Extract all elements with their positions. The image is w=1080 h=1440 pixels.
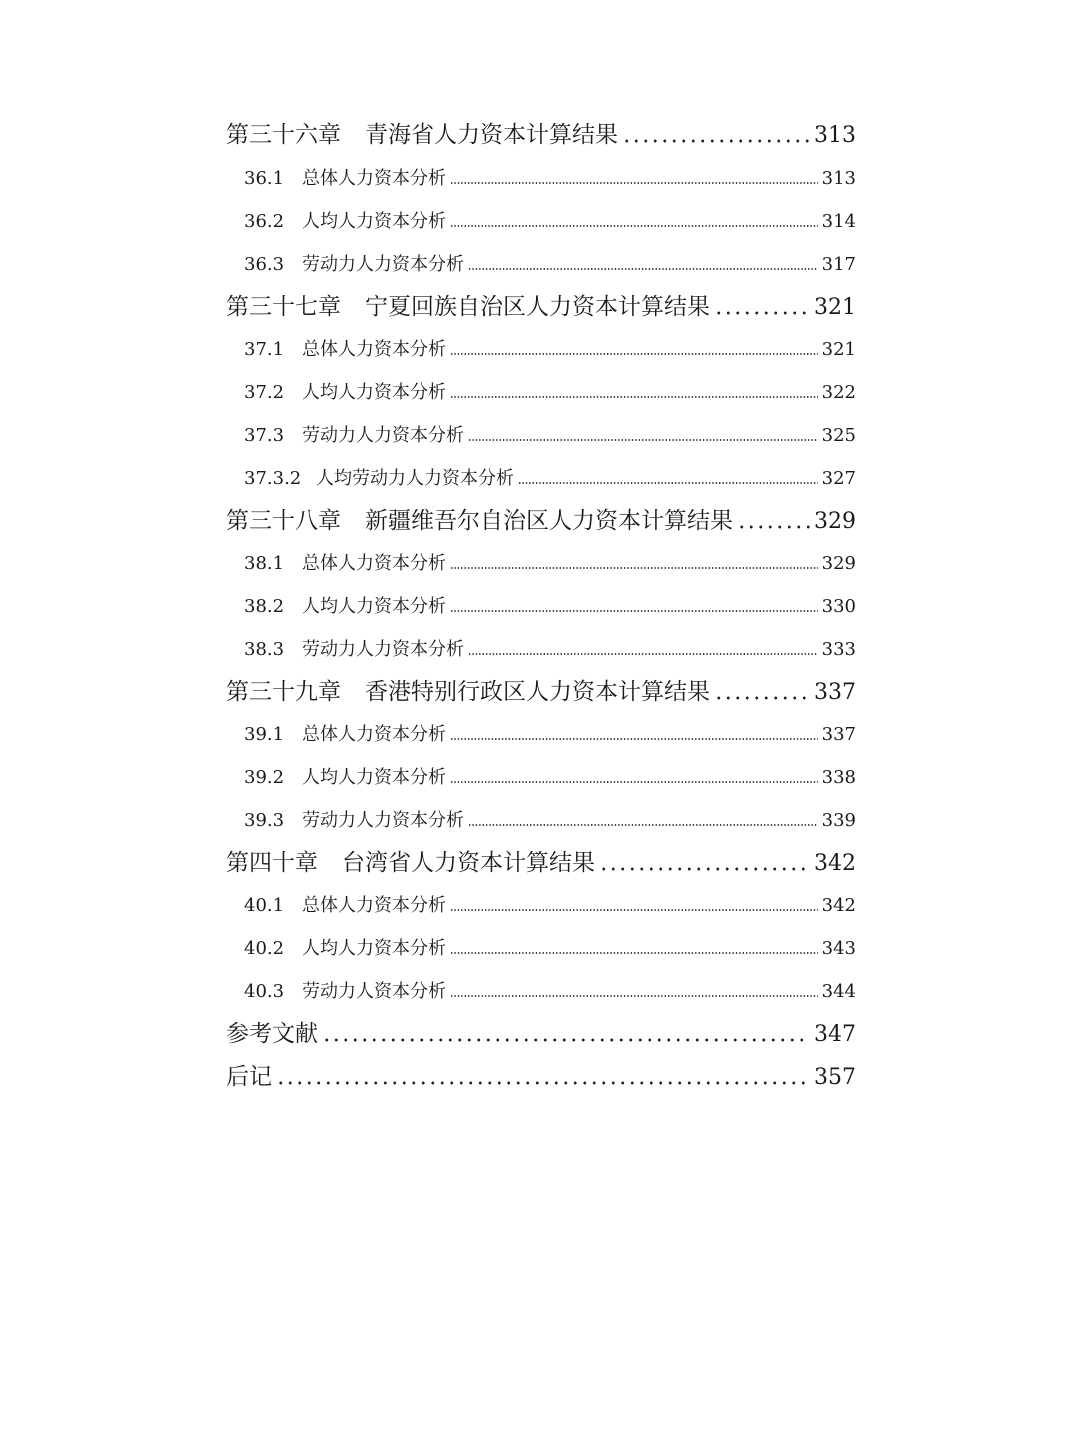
toc-afterword[interactable] xyxy=(226,1058,856,1091)
dot-leader xyxy=(468,438,818,442)
page-number: 317 xyxy=(821,254,856,275)
chapter-title: 参考文献 xyxy=(226,1021,318,1047)
section-title: 劳动力人力资本分析 xyxy=(302,254,464,275)
page-number: 337 xyxy=(821,724,856,745)
section-title: 人均人力资本分析 xyxy=(302,938,446,959)
toc-references[interactable] xyxy=(226,1015,856,1048)
chapter-title: 香港特别行政区人力资本计算结果 xyxy=(365,679,710,705)
section-number: 39.2 xyxy=(244,767,285,788)
section-number: 36.3 xyxy=(244,254,285,275)
page-number: 344 xyxy=(821,981,856,1002)
toc-section-37-1[interactable] xyxy=(244,335,856,361)
toc-chapter-39[interactable] xyxy=(226,673,856,706)
page-number: 313 xyxy=(814,123,856,148)
toc-chapter-40[interactable] xyxy=(226,844,856,877)
toc-section-38-1[interactable] xyxy=(244,549,856,575)
section-number: 38.1 xyxy=(244,553,285,574)
section-number: 40.3 xyxy=(244,981,285,1002)
toc-section-37-2[interactable] xyxy=(244,378,856,404)
section-number: 40.1 xyxy=(244,895,285,916)
dot-leader xyxy=(622,137,810,145)
dot-leader xyxy=(450,951,818,955)
dot-leader xyxy=(450,780,818,784)
chapter-title: 台湾省人力资本计算结果 xyxy=(342,850,595,876)
page-number: 329 xyxy=(821,553,856,574)
section-number: 37.1 xyxy=(244,339,285,360)
page-number: 321 xyxy=(821,339,856,360)
section-title: 人均人力资本分析 xyxy=(302,382,446,403)
dot-leader xyxy=(450,352,818,356)
dot-leader xyxy=(276,1079,810,1087)
section-title: 总体人力资本分析 xyxy=(302,339,446,360)
dot-leader xyxy=(518,481,818,485)
chapter-title: 新疆维吾尔自治区人力资本计算结果 xyxy=(365,508,733,534)
dot-leader xyxy=(450,908,818,912)
page-number: 338 xyxy=(821,767,856,788)
dot-leader xyxy=(468,267,818,271)
dot-leader xyxy=(450,395,818,399)
page-number: 333 xyxy=(821,639,856,660)
toc-section-36-2[interactable] xyxy=(244,207,856,233)
toc-subsection-37-3-2[interactable] xyxy=(244,464,856,490)
page-number: 343 xyxy=(821,938,856,959)
page-number: 322 xyxy=(821,382,856,403)
dot-leader xyxy=(450,566,818,570)
dot-leader xyxy=(450,224,818,228)
page-number: 342 xyxy=(821,895,856,916)
toc-chapter-36[interactable] xyxy=(226,116,856,149)
page-number: 327 xyxy=(821,468,856,489)
page-number: 314 xyxy=(821,211,856,232)
toc-section-39-3[interactable] xyxy=(244,806,856,832)
chapter-number: 第四十章 xyxy=(226,850,318,876)
section-number: 40.2 xyxy=(244,938,285,959)
dot-leader xyxy=(737,523,810,531)
section-number: 39.1 xyxy=(244,724,285,745)
toc-chapter-37[interactable] xyxy=(226,288,856,321)
page-number: 337 xyxy=(814,680,856,705)
toc-section-40-2[interactable] xyxy=(244,934,856,960)
toc-section-40-3[interactable] xyxy=(244,977,856,1003)
page-number: 329 xyxy=(814,509,856,534)
section-title: 人均人力资本分析 xyxy=(302,596,446,617)
section-title: 总体人力资本分析 xyxy=(302,724,446,745)
chapter-number: 第三十九章 xyxy=(226,679,341,705)
section-number: 37.2 xyxy=(244,382,285,403)
page-number: 357 xyxy=(814,1065,856,1090)
section-title: 人均人力资本分析 xyxy=(302,211,446,232)
page-number: 330 xyxy=(821,596,856,617)
section-number: 38.2 xyxy=(244,596,285,617)
chapter-number: 第三十六章 xyxy=(226,122,341,148)
toc-section-40-1[interactable] xyxy=(244,891,856,917)
dot-leader xyxy=(450,994,818,998)
dot-leader xyxy=(468,823,818,827)
chapter-title: 青海省人力资本计算结果 xyxy=(365,122,618,148)
dot-leader xyxy=(322,1036,810,1044)
toc-section-38-3[interactable] xyxy=(244,635,856,661)
page-number: 313 xyxy=(821,168,856,189)
toc-section-39-2[interactable] xyxy=(244,763,856,789)
section-title: 总体人力资本分析 xyxy=(302,553,446,574)
section-title: 劳动力人力资本分析 xyxy=(302,810,464,831)
section-title: 劳动力人资本分析 xyxy=(302,981,446,1002)
dot-leader xyxy=(450,609,818,613)
page-number: 325 xyxy=(821,425,856,446)
page-number: 342 xyxy=(814,851,856,876)
toc-section-37-3[interactable] xyxy=(244,421,856,447)
toc-section-36-1[interactable] xyxy=(244,164,856,190)
dot-leader xyxy=(599,865,810,873)
table-of-contents xyxy=(226,0,856,1440)
chapter-number: 第三十七章 xyxy=(226,294,341,320)
dot-leader xyxy=(468,652,818,656)
page-number: 347 xyxy=(814,1022,856,1047)
section-number: 36.1 xyxy=(244,168,285,189)
page-number: 339 xyxy=(821,810,856,831)
section-title: 人均劳动力人力资本分析 xyxy=(316,468,514,489)
section-title: 人均人力资本分析 xyxy=(302,767,446,788)
section-number: 38.3 xyxy=(244,639,285,660)
toc-section-38-2[interactable] xyxy=(244,592,856,618)
section-title: 劳动力人力资本分析 xyxy=(302,639,464,660)
toc-chapter-38[interactable] xyxy=(226,502,856,535)
dot-leader xyxy=(714,694,810,702)
dot-leader xyxy=(450,181,818,185)
chapter-title: 后记 xyxy=(226,1064,272,1090)
section-title: 总体人力资本分析 xyxy=(302,895,446,916)
page-number: 321 xyxy=(814,295,856,320)
chapter-title: 宁夏回族自治区人力资本计算结果 xyxy=(365,294,710,320)
toc-section-39-1[interactable] xyxy=(244,720,856,746)
section-title: 劳动力人力资本分析 xyxy=(302,425,464,446)
section-number: 36.2 xyxy=(244,211,285,232)
dot-leader xyxy=(714,309,810,317)
toc-section-36-3[interactable] xyxy=(244,250,856,276)
dot-leader xyxy=(450,737,818,741)
section-title: 总体人力资本分析 xyxy=(302,168,446,189)
section-number: 39.3 xyxy=(244,810,285,831)
section-number: 37.3 xyxy=(244,425,285,446)
section-number: 37.3.2 xyxy=(244,468,302,489)
chapter-number: 第三十八章 xyxy=(226,508,341,534)
